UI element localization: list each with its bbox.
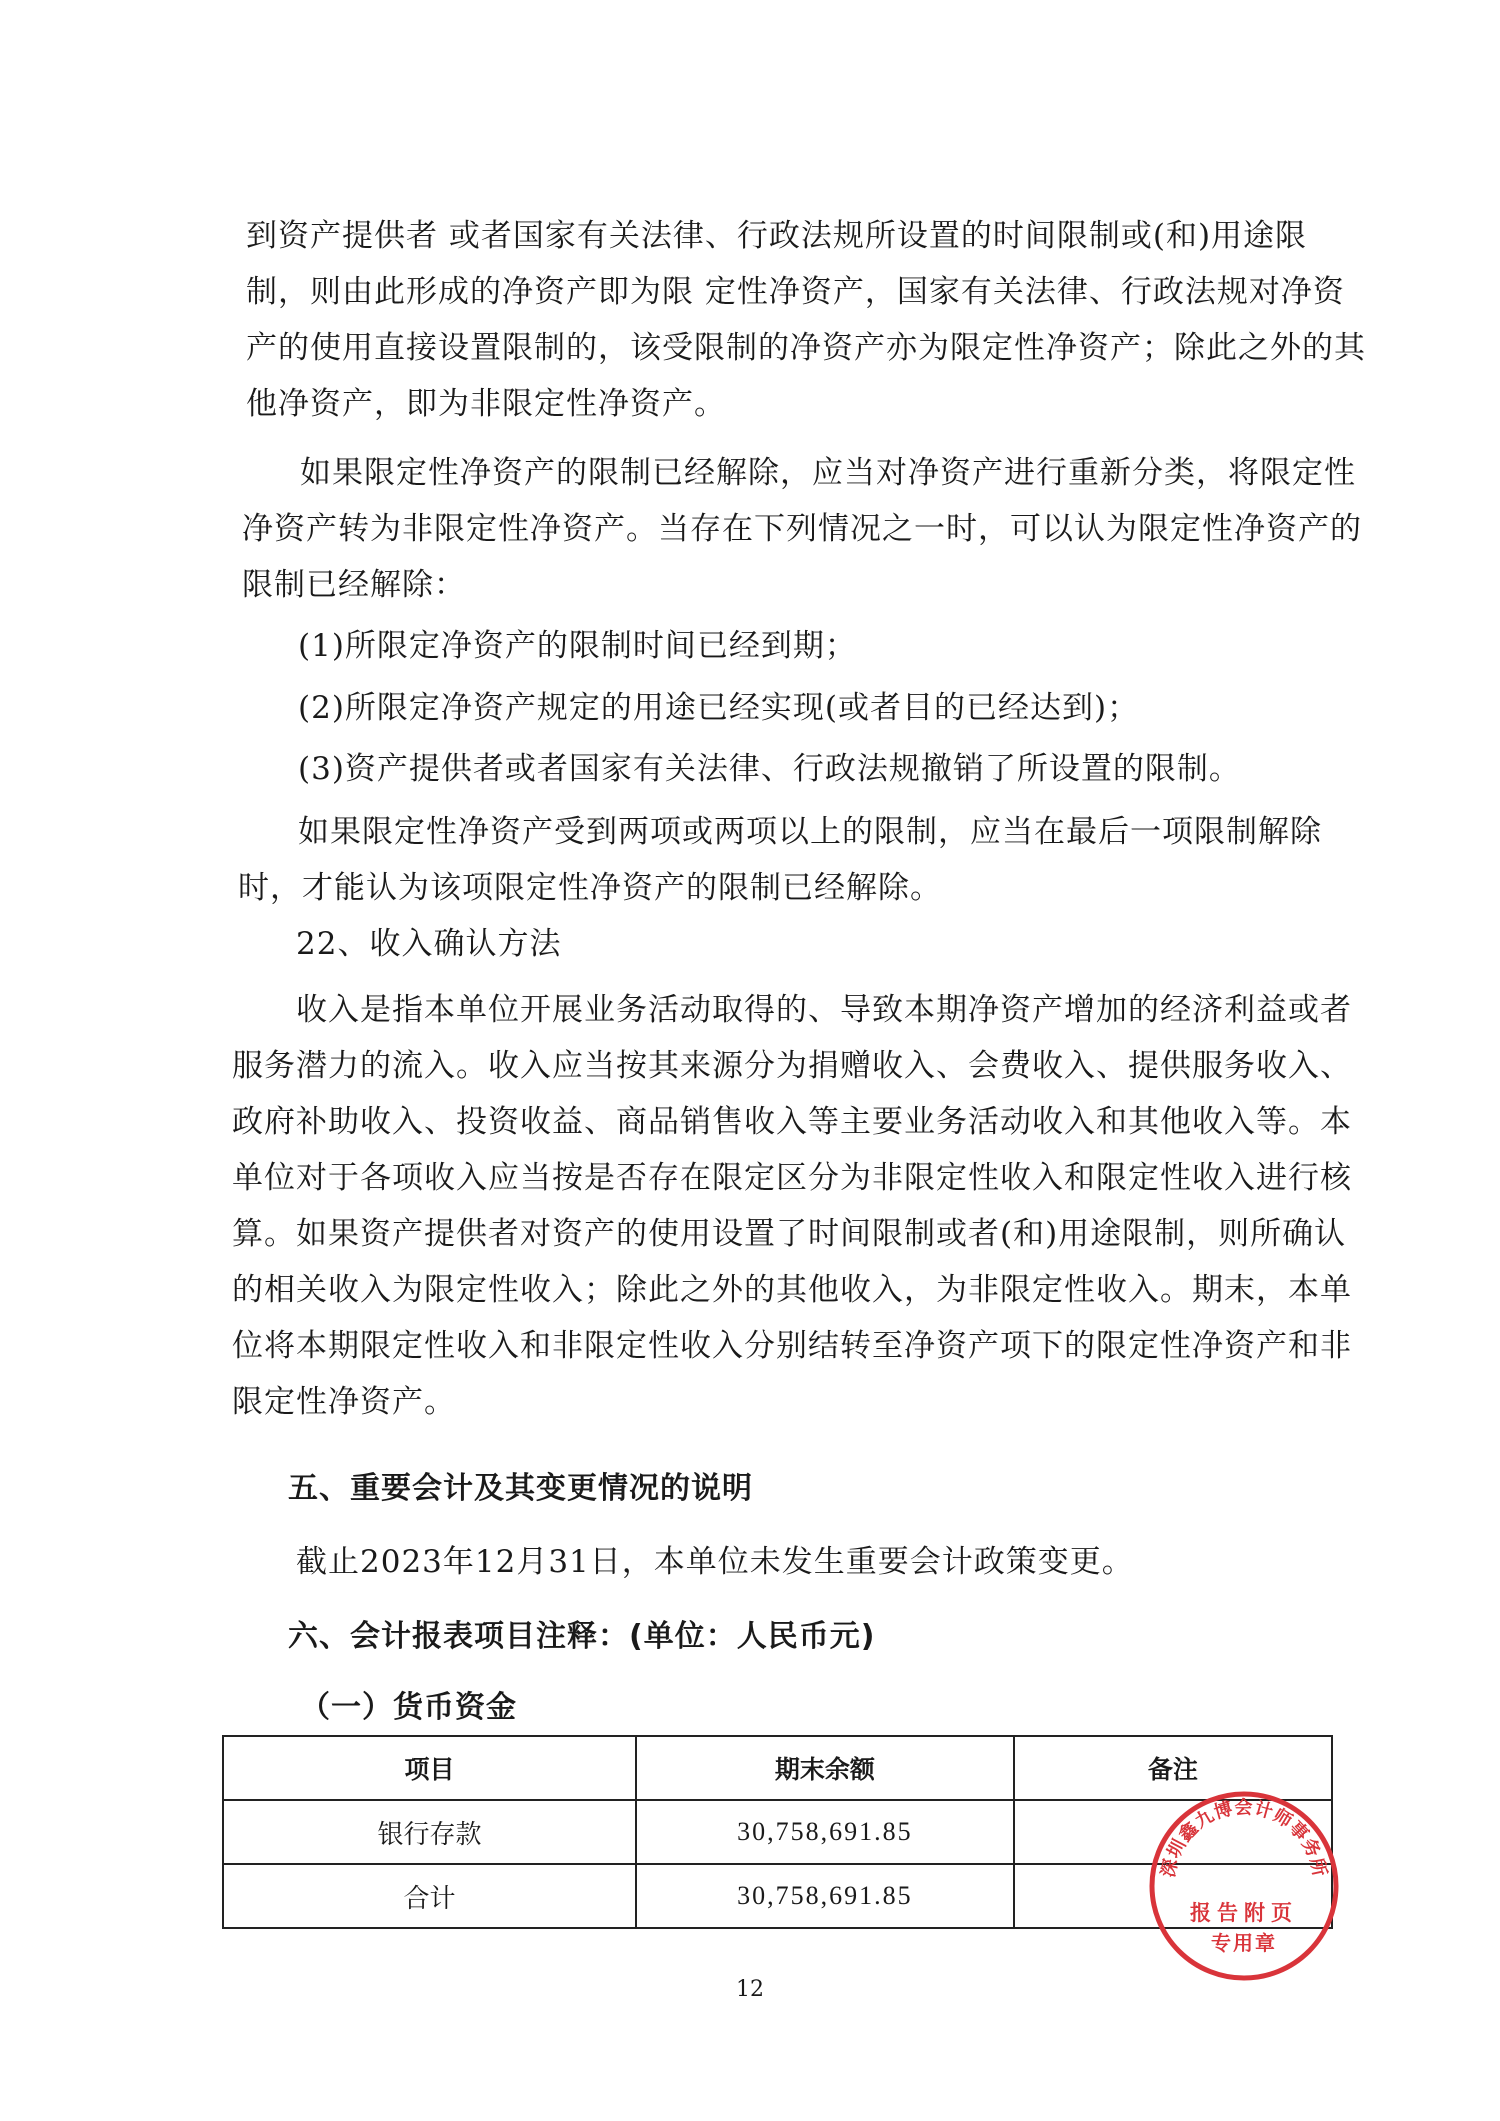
paragraph-line: 的相关收入为限定性收入；除此之外的其他收入，为非限定性收入。期末，本单	[232, 1272, 1352, 1308]
paragraph-line: 如果限定性净资产受到两项或两项以上的限制，应当在最后一项限制解除	[298, 814, 1322, 850]
seal-text-middle: 报告附页	[1190, 1901, 1298, 1925]
section-6-subheading: （一）货币资金	[300, 1690, 517, 1725]
seal-text-bottom: 专用章	[1211, 1931, 1277, 1955]
paragraph-line: 收入是指本单位开展业务活动取得的、导致本期净资产增加的经济利益或者	[296, 992, 1352, 1028]
cell-ending-balance: 30,758,691.85	[636, 1864, 1014, 1928]
svg-text:深圳鑫九博会计师事务所	[1158, 1796, 1331, 1879]
header-ending-balance: 期末余额	[636, 1736, 1014, 1800]
paragraph-line: 位将本期限定性收入和非限定性收入分别结转至净资产项下的限定性净资产和非	[232, 1328, 1352, 1364]
paragraph-line: 政府补助收入、投资收益、商品销售收入等主要业务活动收入和其他收入等。本	[232, 1104, 1352, 1140]
list-item: (2)所限定净资产规定的用途已经实现(或者目的已经达到)；	[298, 690, 1140, 726]
paragraph-line: 时，才能认为该项限定性净资产的限制已经解除。	[238, 870, 942, 906]
cell-item: 合计	[223, 1864, 636, 1928]
cell-ending-balance: 30,758,691.85	[636, 1800, 1014, 1864]
page-number: 12	[736, 1977, 764, 2002]
paragraph-line: 服务潜力的流入。收入应当按其来源分为捐赠收入、会费收入、提供服务收入、	[232, 1048, 1352, 1084]
header-item: 项目	[223, 1736, 636, 1800]
paragraph-line: 限制已经解除：	[242, 567, 466, 603]
paragraph-line: 净资产转为非限定性净资产。当存在下列情况之一时，可以认为限定性净资产的	[242, 511, 1362, 547]
section-5-text: 截止2023年12月31日，本单位未发生重要会计政策变更。	[296, 1544, 1134, 1580]
paragraph-line: 如果限定性净资产的限制已经解除，应当对净资产进行重新分类，将限定性	[300, 455, 1356, 491]
seal-text-top: 深圳鑫九博会计师事务所	[1157, 1797, 1331, 1880]
official-seal	[1146, 1788, 1342, 1984]
list-item: (3)资产提供者或者国家有关法律、行政法规撤销了所设置的限制。	[298, 751, 1241, 787]
paragraph-line: 单位对于各项收入应当按是否存在限定区分为非限定性收入和限定性收入进行核	[232, 1160, 1352, 1196]
header-remarks: 备注	[1014, 1736, 1332, 1800]
section-6-heading: 六、会计报表项目注释：(单位：人民币元)	[288, 1619, 876, 1654]
paragraph-line: 他净资产，即为非限定性净资产。	[246, 386, 726, 422]
cell-item: 银行存款	[223, 1800, 636, 1864]
paragraph-line: 产的使用直接设置限制的，该受限制的净资产亦为限定性净资产；除此之外的其	[246, 330, 1366, 366]
list-item: (1)所限定净资产的限制时间已经到期；	[298, 628, 857, 664]
paragraph-line: 算。如果资产提供者对资产的使用设置了时间限制或者(和)用途限制，则所确认	[232, 1216, 1347, 1252]
paragraph-line: 限定性净资产。	[232, 1384, 456, 1420]
paragraph-line: 到资产提供者 或者国家有关法律、行政法规所设置的时间限制或(和)用途限	[246, 218, 1308, 254]
section-heading: 22、收入确认方法	[296, 926, 562, 962]
section-5-heading: 五、重要会计及其变更情况的说明	[288, 1471, 753, 1506]
paragraph-line: 制，则由此形成的净资产即为限 定性净资产，国家有关法律、行政法规对净资	[246, 274, 1345, 310]
